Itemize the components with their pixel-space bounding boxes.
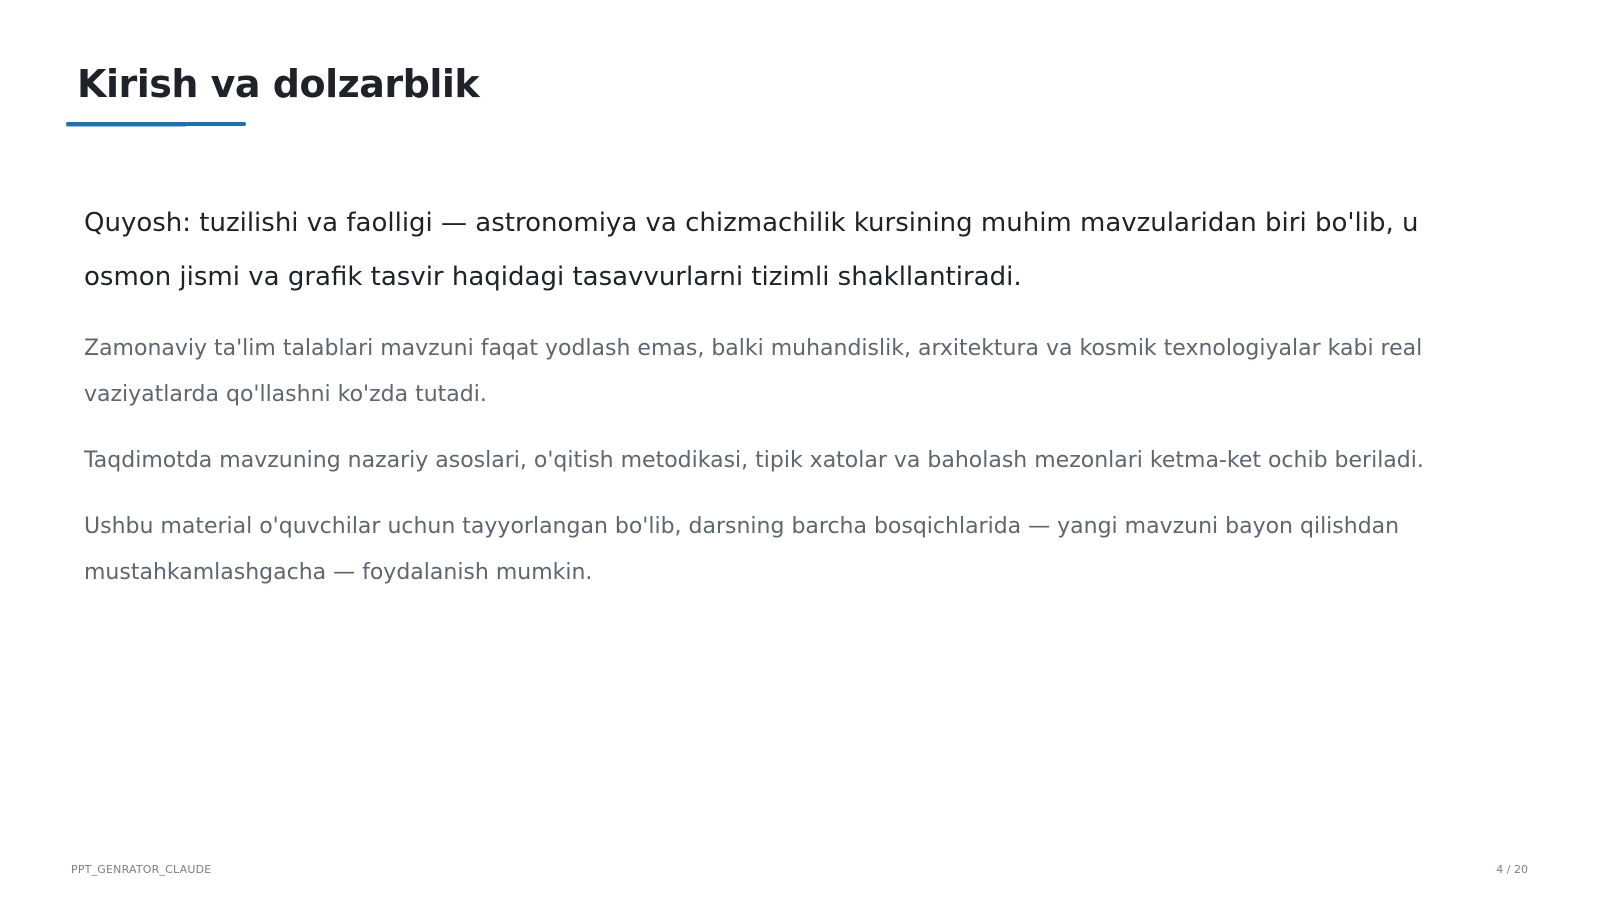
title-underline-shadow — [66, 126, 186, 127]
lead-paragraph: Quyosh: tuzilishi va faolligi — astronomiya va chizmachilik kursining muhim mavzularidan biri bo'lib, u osmon jismi va grafik tasvir haqidagi tasavvurlarni tizimli shakllantiradi. — [84, 208, 1419, 292]
body-paragraph: Ushbu material o'quvchilar uchun tayyorlangan bo'lib, darsning barcha bosqichlarida — yangi mavzuni bayon qilishdan mustahkamlashgacha — foydalanish mumkin. — [84, 514, 1400, 585]
slide-content — [84, 196, 1494, 616]
body-paragraph: Zamonaviy ta'lim talablari mavzuni faqat yodlash emas, balki muhandislik, arxitektura va kosmik texnologiyalar kabi real vaziyatlarda qo'llashni ko'zda tutadi. — [84, 336, 1423, 407]
body-paragraph: Taqdimotda mavzuning nazariy asoslari, o'qitish metodikasi, tipik xatolar va baholash mezonlari ketma-ket ochib beriladi. — [84, 448, 1424, 473]
slide-title: Kirish va dolzarblik — [77, 62, 480, 106]
footer-brand: PPT_GENRATOR_CLAUDE — [71, 863, 212, 876]
page-indicator: 4 / 20 — [1496, 863, 1528, 876]
